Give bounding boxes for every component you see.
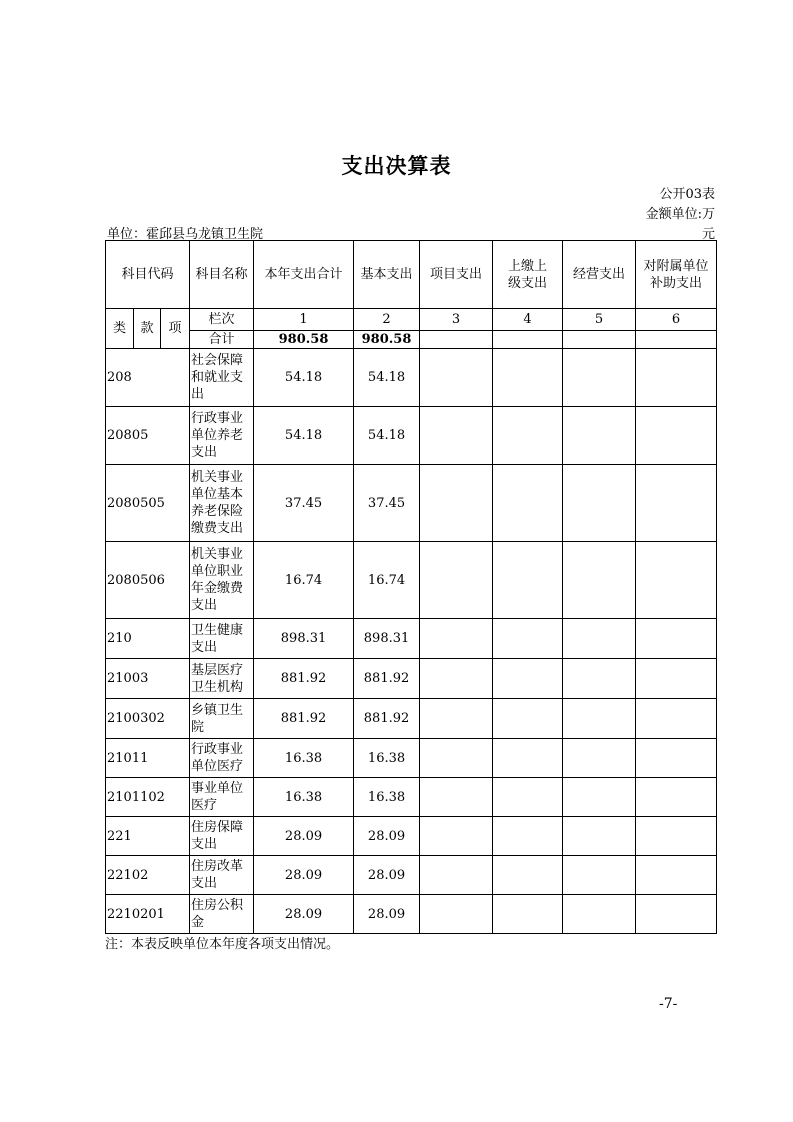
- subject-code: 2100302: [106, 699, 190, 739]
- upper-expense: [493, 817, 563, 856]
- subsidiary-expense: [636, 739, 717, 778]
- unit-label: 单位：霍邱县乌龙镇卫生院: [107, 227, 264, 242]
- subject-code: 20805: [106, 407, 190, 465]
- subsidiary-expense: [636, 465, 717, 542]
- footnote: 注：本表反映单位本年度各项支出情况。: [105, 937, 340, 952]
- header-code: 科目代码: [106, 241, 190, 309]
- page-number: -7-: [659, 996, 678, 1012]
- subject-code: 21011: [106, 739, 190, 778]
- table-row: [106, 778, 717, 817]
- upper-expense: [493, 856, 563, 895]
- project-expense: [420, 778, 493, 817]
- upper-expense: [493, 699, 563, 739]
- operation-expense: [563, 699, 636, 739]
- project-expense: [420, 619, 493, 659]
- subsidiary-expense: [636, 542, 717, 619]
- operation-expense: [563, 659, 636, 699]
- subsidiary-expense: [636, 817, 717, 856]
- table-row: [106, 349, 717, 407]
- project-expense: [420, 895, 493, 934]
- subsidiary-expense: [636, 778, 717, 817]
- operation-expense: [563, 349, 636, 407]
- header-kuan: 款: [134, 309, 161, 349]
- subject-name: 住房改革支出: [190, 856, 254, 895]
- amount-unit-suffix: 元: [701, 227, 715, 242]
- total-expense: 16.38: [254, 778, 354, 817]
- project-expense: [420, 465, 493, 542]
- subsidiary-expense: [636, 349, 717, 407]
- upper-expense: [493, 778, 563, 817]
- subsidiary-expense: [636, 407, 717, 465]
- header-subsidiary: 对附属单位补助支出: [636, 241, 717, 309]
- subject-name: 卫生健康支出: [190, 619, 254, 659]
- subject-code: 22102: [106, 856, 190, 895]
- subsidiary-expense: [636, 699, 717, 739]
- operation-expense: [563, 856, 636, 895]
- subject-name: 行政事业单位医疗: [190, 739, 254, 778]
- header-lanci: 栏次: [190, 309, 254, 331]
- upper-expense: [493, 465, 563, 542]
- project-expense: [420, 542, 493, 619]
- table-row: [106, 895, 717, 934]
- subsidiary-expense: [636, 659, 717, 699]
- basic-expense: 898.31: [354, 619, 420, 659]
- basic-expense: 881.92: [354, 699, 420, 739]
- total-basic: 980.58: [354, 331, 420, 349]
- table-row: [106, 699, 717, 739]
- subject-name: 住房公积金: [190, 895, 254, 934]
- page-title: 支出决算表: [341, 154, 452, 178]
- table-row: [106, 407, 717, 465]
- table-row: [106, 465, 717, 542]
- upper-expense: [493, 407, 563, 465]
- basic-expense: 28.09: [354, 817, 420, 856]
- upper-expense: [493, 739, 563, 778]
- basic-expense: 28.09: [354, 895, 420, 934]
- basic-expense: 16.74: [354, 542, 420, 619]
- amount-unit: 金额单位:万: [645, 207, 715, 222]
- operation-expense: [563, 542, 636, 619]
- col-index-1: 1: [254, 309, 354, 331]
- table-row: [106, 817, 717, 856]
- subject-code: 2210201: [106, 895, 190, 934]
- table-number: 公开03表: [659, 187, 715, 202]
- upper-expense: [493, 349, 563, 407]
- subject-code: 208: [106, 349, 190, 407]
- total-expense: 898.31: [254, 619, 354, 659]
- subject-name: 事业单位医疗: [190, 778, 254, 817]
- basic-expense: 16.38: [354, 778, 420, 817]
- subject-name: 机关事业单位基本养老保险缴费支出: [190, 465, 254, 542]
- operation-expense: [563, 739, 636, 778]
- project-expense: [420, 739, 493, 778]
- header-total: 本年支出合计: [254, 241, 354, 309]
- total-label: 合计: [190, 331, 254, 349]
- subject-code: 210: [106, 619, 190, 659]
- basic-expense: 16.38: [354, 739, 420, 778]
- upper-expense: [493, 542, 563, 619]
- col-index-6: 6: [636, 309, 717, 331]
- subject-name: 社会保障和就业支出: [190, 349, 254, 407]
- project-expense: [420, 856, 493, 895]
- header-basic: 基本支出: [354, 241, 420, 309]
- upper-expense: [493, 895, 563, 934]
- operation-expense: [563, 778, 636, 817]
- project-expense: [420, 659, 493, 699]
- basic-expense: 881.92: [354, 659, 420, 699]
- upper-expense: [493, 619, 563, 659]
- subject-name: 基层医疗卫生机构: [190, 659, 254, 699]
- subject-name: 行政事业单位养老支出: [190, 407, 254, 465]
- header-name: 科目名称: [190, 241, 254, 309]
- total-expense: 28.09: [254, 817, 354, 856]
- header-xiang: 项: [161, 309, 190, 349]
- total-expense: 54.18: [254, 407, 354, 465]
- project-expense: [420, 407, 493, 465]
- total-expense: 28.09: [254, 856, 354, 895]
- subject-name: 机关事业单位职业年金缴费支出: [190, 542, 254, 619]
- basic-expense: 54.18: [354, 349, 420, 407]
- col-index-3: 3: [420, 309, 493, 331]
- subject-code: 2080505: [106, 465, 190, 542]
- table-body: [106, 349, 717, 934]
- total-expense: 28.09: [254, 895, 354, 934]
- subsidiary-expense: [636, 895, 717, 934]
- total-expense: 54.18: [254, 349, 354, 407]
- col-index-2: 2: [354, 309, 420, 331]
- basic-expense: 28.09: [354, 856, 420, 895]
- table-row: [106, 659, 717, 699]
- table-header: [106, 241, 717, 349]
- table-row: [106, 856, 717, 895]
- total-expense: 16.74: [254, 542, 354, 619]
- table-row: [106, 619, 717, 659]
- subsidiary-expense: [636, 856, 717, 895]
- expenditure-table: [105, 240, 717, 934]
- col-index-4: 4: [493, 309, 563, 331]
- total-amount: 980.58: [254, 331, 354, 349]
- operation-expense: [563, 619, 636, 659]
- operation-expense: [563, 465, 636, 542]
- table-row: [106, 542, 717, 619]
- header-operation: 经营支出: [563, 241, 636, 309]
- basic-expense: 37.45: [354, 465, 420, 542]
- subject-code: 221: [106, 817, 190, 856]
- subject-code: 21003: [106, 659, 190, 699]
- total-expense: 37.45: [254, 465, 354, 542]
- operation-expense: [563, 407, 636, 465]
- subject-name: 住房保障支出: [190, 817, 254, 856]
- project-expense: [420, 699, 493, 739]
- header-project: 项目支出: [420, 241, 493, 309]
- total-expense: 881.92: [254, 699, 354, 739]
- col-index-5: 5: [563, 309, 636, 331]
- subject-code: 2101102: [106, 778, 190, 817]
- header-upper: 上缴上级支出: [493, 241, 563, 309]
- header-lei: 类: [106, 309, 134, 349]
- operation-expense: [563, 895, 636, 934]
- basic-expense: 54.18: [354, 407, 420, 465]
- table-row: [106, 739, 717, 778]
- project-expense: [420, 349, 493, 407]
- subject-code: 2080506: [106, 542, 190, 619]
- total-expense: 16.38: [254, 739, 354, 778]
- operation-expense: [563, 817, 636, 856]
- project-expense: [420, 817, 493, 856]
- subsidiary-expense: [636, 619, 717, 659]
- total-expense: 881.92: [254, 659, 354, 699]
- subject-name: 乡镇卫生院: [190, 699, 254, 739]
- upper-expense: [493, 659, 563, 699]
